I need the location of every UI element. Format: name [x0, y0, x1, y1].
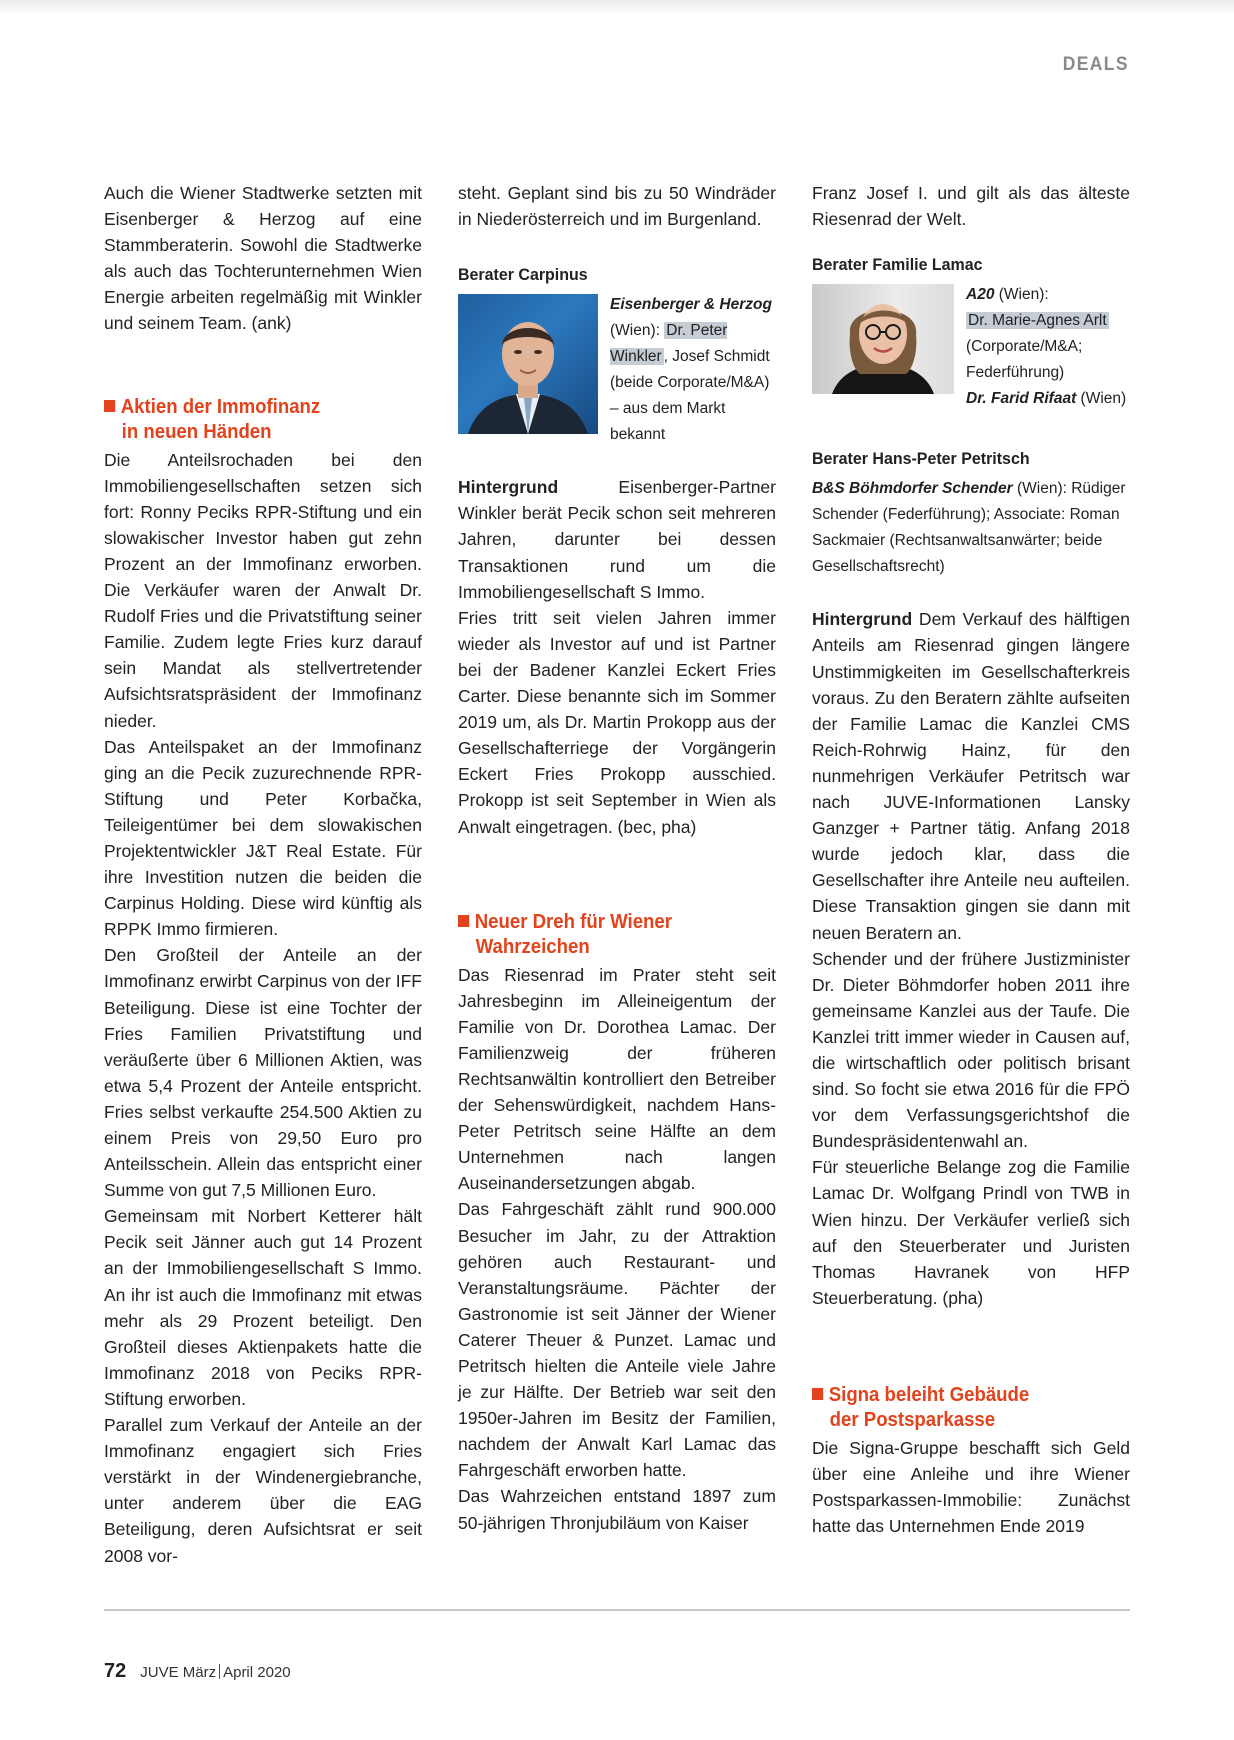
advisor-second-location: (Wien)	[1076, 390, 1127, 408]
advisor-block-lamac	[812, 282, 1130, 412]
advisor-details: (Corporate/M&A; Federführung)	[966, 338, 1083, 382]
advisor-second-name: Dr. Farid Rifaat	[966, 390, 1077, 408]
section-label: DEALS	[1062, 54, 1129, 75]
heading-line-2: Wahrzeichen	[475, 935, 590, 958]
advisor-details: (Wien): Rüdiger Schender (Federführung); Associate: Roman Sackmaier (Rechtsanwaltsanwärter; beide Gesellschaftsrecht)	[812, 480, 1126, 576]
advisor-block-petritsch	[812, 476, 1130, 580]
portrait-photo-peter-winkler	[458, 294, 598, 434]
page-number: 72	[104, 1660, 127, 1682]
paragraph: Auch die Wiener Stadtwerke setzten mit Eisenberger & Herzog auf eine Stammberaterin. Sowohl die Stadtwerke als auch das Tochterunternehmen Wien Energie arbeiten regelmäßig mit Winkler und seinem Team. (ank)	[104, 183, 422, 334]
paragraph: Das Fahrgeschäft zählt rund 900.000 Besucher im Jahr, zu der Attraktion gehören auch Restaurant- und Veranstaltungsräume. Pächter der Gastronomie ist seit Jänner der Wiener Caterer Theuer & Punzet. Lamac und Petritsch hielten die Anteile viele Jahre je zur Hälfte. Der Betrieb war seit den 1950er-Jahren im Besitz der Familien, nachdem der Anwalt Karl Lamac das Fahrgeschäft erworben hatte.	[458, 1199, 776, 1481]
square-bullet-icon	[104, 400, 115, 412]
article-heading-riesenrad	[458, 910, 754, 960]
heading-line-1: Signa beleiht Gebäude	[828, 1383, 1030, 1406]
advisor-location: (Wien):	[994, 286, 1049, 304]
column-3	[812, 180, 1130, 1539]
square-bullet-icon	[458, 915, 469, 927]
issue-info	[140, 1664, 290, 1681]
paragraph: Die Anteilsrochaden bei den Immobiliengesellschaften setzen sich fort: Ronny Peciks RPR-Stiftung und ein slowakischer Investor haben gut zehn Prozent an der Immofinanz erworben. Die Verkäufer waren der Anwalt Dr. Rudolf Fries und die Privatstiftung seiner Familie. Zudem legte Fries kurz darauf sein Mandat als stellvertretender Aufsichtsratspräsident der Immofinanz nieder.	[104, 449, 422, 731]
advisor-title-lamac: Berater Familie Lamac	[812, 255, 983, 275]
paragraph: Den Großteil der Anteile an der Immofinanz erwirbt Carpinus von der IFF Beteiligung. Diese ist eine Tochter der Fries Familien Privatstiftung und veräußerte über 6 Millionen Aktien, was etwa 5,4 Prozent der Anteile entspricht. Fries selbst verkaufte 254.500 Aktien zu einem Preis von 29,50 Euro pro Anteilsschein. Allein das entspricht einer Summe von gut 7,5 Millionen Euro.	[104, 945, 422, 1201]
paragraph: Für steuerliche Belange zog die Familie Lamac Dr. Wolfgang Prindl von TWB in Wien hinzu. Der Verkäufer verließ sich auf den Steuerberater und Juristen Thomas Havranek von HFP Steuerberatung. (pha)	[812, 1157, 1130, 1308]
background-paragraph	[812, 606, 1130, 945]
column-1	[104, 180, 422, 1569]
paragraph: Gemeinsam mit Norbert Ketterer hält Pecik seit Jänner auch gut 14 Prozent an der Immobiliengesellschaft S Immo. An ihr ist auch die Immofinanz mit etwas mehr als 29 Prozent beteiligt. Den Großteil dieses Aktienpakets hatte die Immofinanz 2018 von Peciks RPR-Stiftung erworben.	[104, 1206, 422, 1409]
top-gradient-bar	[0, 0, 1234, 16]
paragraph: Schender und der frühere Justizminister Dr. Dieter Böhmdorfer hoben 2011 ihre gemeinsame Kanzlei aus der Taufe. Die Kanzlei tritt immer wieder in Causen auf, die wirtschaftlich oder politisch brisant sind. So focht sie etwa 2016 für die FPÖ vor dem Verfassungsgerichtshof die Bundespräsidentenwahl an.	[812, 948, 1130, 1152]
advisor-firm: Eisenberger & Herzog	[610, 296, 772, 314]
magazine-name: JUVE März	[140, 1664, 217, 1681]
paragraph: Parallel zum Verkauf der Anteile an der Immofinanz engagiert sich Fries verstärkt in der Windenergiebranche, unter anderem über die EAG Beteiligung, deren Aufsichtsrat er seit 2008 vor-	[104, 1415, 422, 1566]
footer-divider	[104, 1609, 1130, 1611]
advisor-firm: B&S Böhmdorfer Schender	[812, 480, 1013, 498]
heading-line-1: Neuer Dreh für Wiener	[474, 910, 672, 933]
paragraph: steht. Geplant sind bis zu 50 Windräder in Niederösterreich und im Burgenland.	[458, 183, 776, 230]
background-text: Eisenberger-Partner Winkler berät Pecik schon seit mehreren Jahren, darunter bei dessen Transaktionen rund um die Immobiliengesellschaft S Immo.	[458, 477, 776, 602]
heading-line-2: in neuen Händen	[121, 420, 272, 443]
paragraph: Franz Josef I. und gilt als das älteste Riesenrad der Welt.	[812, 183, 1130, 230]
square-bullet-icon	[812, 1388, 823, 1400]
background-text: Dem Verkauf des hälftigen Anteils am Riesenrad gingen längere Unstimmigkeiten im Gesellschafterkreis voraus. Zu den Beratern zählte aufseiten der Familie Lamac die Kanzlei CMS Reich-Rohrwig Hainz, für den nunmehrigen Verkäufer Petritsch war nach JUVE-Informationen Lansky Ganzger + Partner tätig. Anfang 2018 wurde jedoch klar, dass die Gesellschafter ihre Anteile neu aufteilen. Diese Transaktion gingen sie dann mit neuen Beratern an.	[812, 609, 1130, 943]
advisor-title-carpinus: Berater Carpinus	[458, 265, 588, 285]
portrait-photo-marie-agnes-arlt	[812, 284, 954, 394]
paragraph: Das Wahrzeichen entstand 1897 zum 50-jährigen Thronjubiläum von Kaiser	[458, 1486, 776, 1533]
heading-line-2: der Postsparkasse	[829, 1408, 996, 1431]
issue-date: April 2020	[223, 1664, 291, 1681]
issue-separator	[219, 1664, 220, 1679]
advisor-firm: A20	[966, 286, 995, 304]
paragraph: Das Riesenrad im Prater steht seit Jahresbeginn im Alleineigentum der Familie von Dr. Dorothea Lamac. Der Familienzweig der früheren Rechtsanwältin kontrolliert den Betreiber der Sehenswürdigkeit, nachdem Hans-Peter Petritsch seine Hälfte an dem Unternehmen nach langen Auseinandersetzungen abgab.	[458, 964, 776, 1194]
article-heading-immofinanz	[104, 395, 400, 445]
paragraph: Fries tritt seit vielen Jahren immer wieder als Investor auf und ist Partner bei der Badener Kanzlei Eckert Fries Carter. Diese benannte sich im Sommer 2019 um, als Dr. Martin Prokopp aus der Gesellschafterriege der Vorgängerin Eckert Fries Prokopp ausschied. Prokopp ist seit September in Wien als Anwalt eingetragen. (bec, pha)	[458, 607, 776, 837]
advisor-location: (Wien):	[610, 322, 665, 340]
highlighted-name: Dr. Marie-Agnes Arlt	[968, 312, 1107, 330]
advisor-block-carpinus	[458, 292, 776, 448]
page-footer	[104, 1660, 291, 1683]
highlighted-name: Dr. Peter Winkler	[610, 322, 728, 366]
advisor-details: , Josef Schmidt (beide Corporate/M&A) – aus dem Markt bekannt	[610, 348, 770, 444]
paragraph: Die Signa-Gruppe beschafft sich Geld über eine Anleihe und ihre Wiener Postsparkassen-Immobilie: Zunächst hatte das Unternehmen Ende 2019	[812, 1437, 1130, 1537]
background-lead: Hintergrund	[812, 609, 913, 630]
background-paragraph	[458, 474, 776, 604]
background-lead: Hintergrund	[458, 477, 559, 498]
article-heading-signa	[812, 1383, 1108, 1433]
heading-line-1: Aktien der Immofinanz	[120, 395, 321, 418]
column-2	[458, 180, 776, 1536]
paragraph: Das Anteilspaket an der Immofinanz ging an die Pecik zuzurechnende RPR-Stiftung und Peter Korbačka, Teileigentümer bei dem slowakischen Projektentwickler J&T Real Estate. Für ihre Investition nutzen die beiden die Carpinus Holding. Diese wird künftig als RPPK Immo firmieren.	[104, 736, 422, 940]
advisor-title-petritsch: Berater Hans-Peter Petritsch	[812, 449, 1030, 469]
advisor-text	[966, 282, 1130, 412]
advisor-text	[610, 292, 776, 448]
